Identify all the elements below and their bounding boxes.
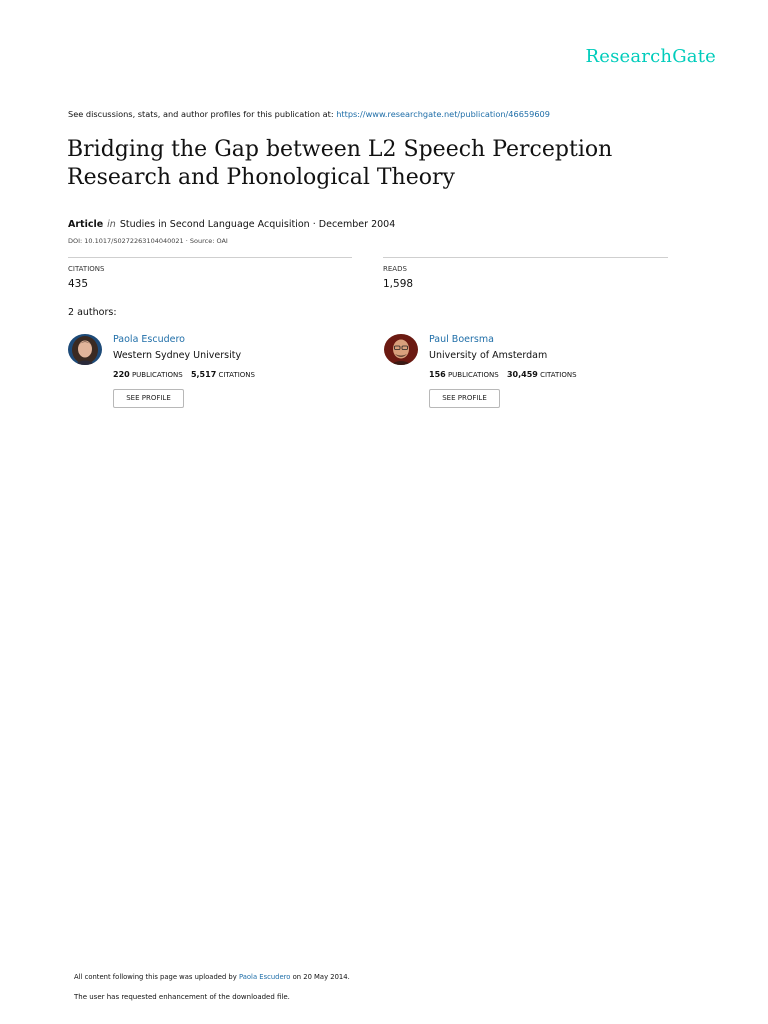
uploader-link[interactable]: Paola Escudero: [238, 973, 291, 981]
author-photo-icon: [68, 334, 102, 365]
publications-label: PUBLICATIONS: [447, 371, 499, 379]
author-citations-count: 5,517: [190, 370, 217, 379]
publication-title: Bridging the Gap between L2 Speech Perception Research and Phonological Theory: [67, 137, 613, 190]
reads-divider: [383, 257, 668, 258]
author-photo-icon: [384, 334, 418, 365]
author-citations-label: CITATIONS: [218, 371, 255, 379]
doi: DOI: 10.1017/S0272263104040021: [68, 237, 184, 245]
see-profile-button[interactable]: SEE PROFILE: [113, 389, 184, 408]
author-name-link[interactable]: Paul Boersma: [429, 334, 494, 345]
reads-label: READS: [383, 265, 407, 273]
citations-value: 435: [68, 278, 89, 290]
discussion-line: [68, 109, 550, 119]
upload-note: [74, 973, 350, 981]
avatar[interactable]: [384, 334, 418, 365]
source: Source: OAI: [189, 237, 228, 245]
author-card: [68, 334, 368, 414]
reads-value: 1,598: [383, 278, 414, 290]
author-name-link[interactable]: Paola Escudero: [113, 334, 185, 345]
upload-prefix: All content following this page was uploaded by: [74, 973, 237, 981]
enhancement-note: The user has requested enhancement of the downloaded file.: [74, 993, 290, 1001]
avatar[interactable]: [68, 334, 102, 365]
publications-count: 220: [113, 370, 130, 379]
authors-heading: 2 authors:: [68, 307, 117, 318]
citations-label: CITATIONS: [68, 265, 105, 273]
doi-source-line: [68, 237, 228, 245]
publications-count: 156: [429, 370, 446, 379]
journal-name: Studies in Second Language Acquisition: [119, 219, 310, 230]
publication-type: Article: [68, 219, 104, 230]
author-stats: [429, 370, 577, 379]
author-institution: University of Amsterdam: [429, 350, 548, 361]
author-citations-count: 30,459: [506, 370, 538, 379]
citations-divider: [68, 257, 352, 258]
in-label: in: [107, 219, 116, 230]
author-citations-label: CITATIONS: [540, 371, 577, 379]
publication-url-link[interactable]: https://www.researchgate.net/publication/46659609: [336, 109, 550, 119]
doi-separator: ·: [185, 237, 188, 245]
researchgate-logo[interactable]: ResearchGate: [585, 46, 716, 67]
upload-suffix: on 20 May 2014.: [292, 973, 350, 981]
discussion-prefix: See discussions, stats, and author profiles for this publication at:: [68, 109, 334, 119]
publication-date: December 2004: [318, 219, 396, 230]
author-stats: [113, 370, 255, 379]
author-card: [384, 334, 684, 414]
see-profile-button[interactable]: SEE PROFILE: [429, 389, 500, 408]
publications-label: PUBLICATIONS: [131, 371, 183, 379]
article-meta: [68, 219, 395, 230]
author-institution: Western Sydney University: [113, 350, 242, 361]
meta-separator: ·: [312, 219, 316, 230]
